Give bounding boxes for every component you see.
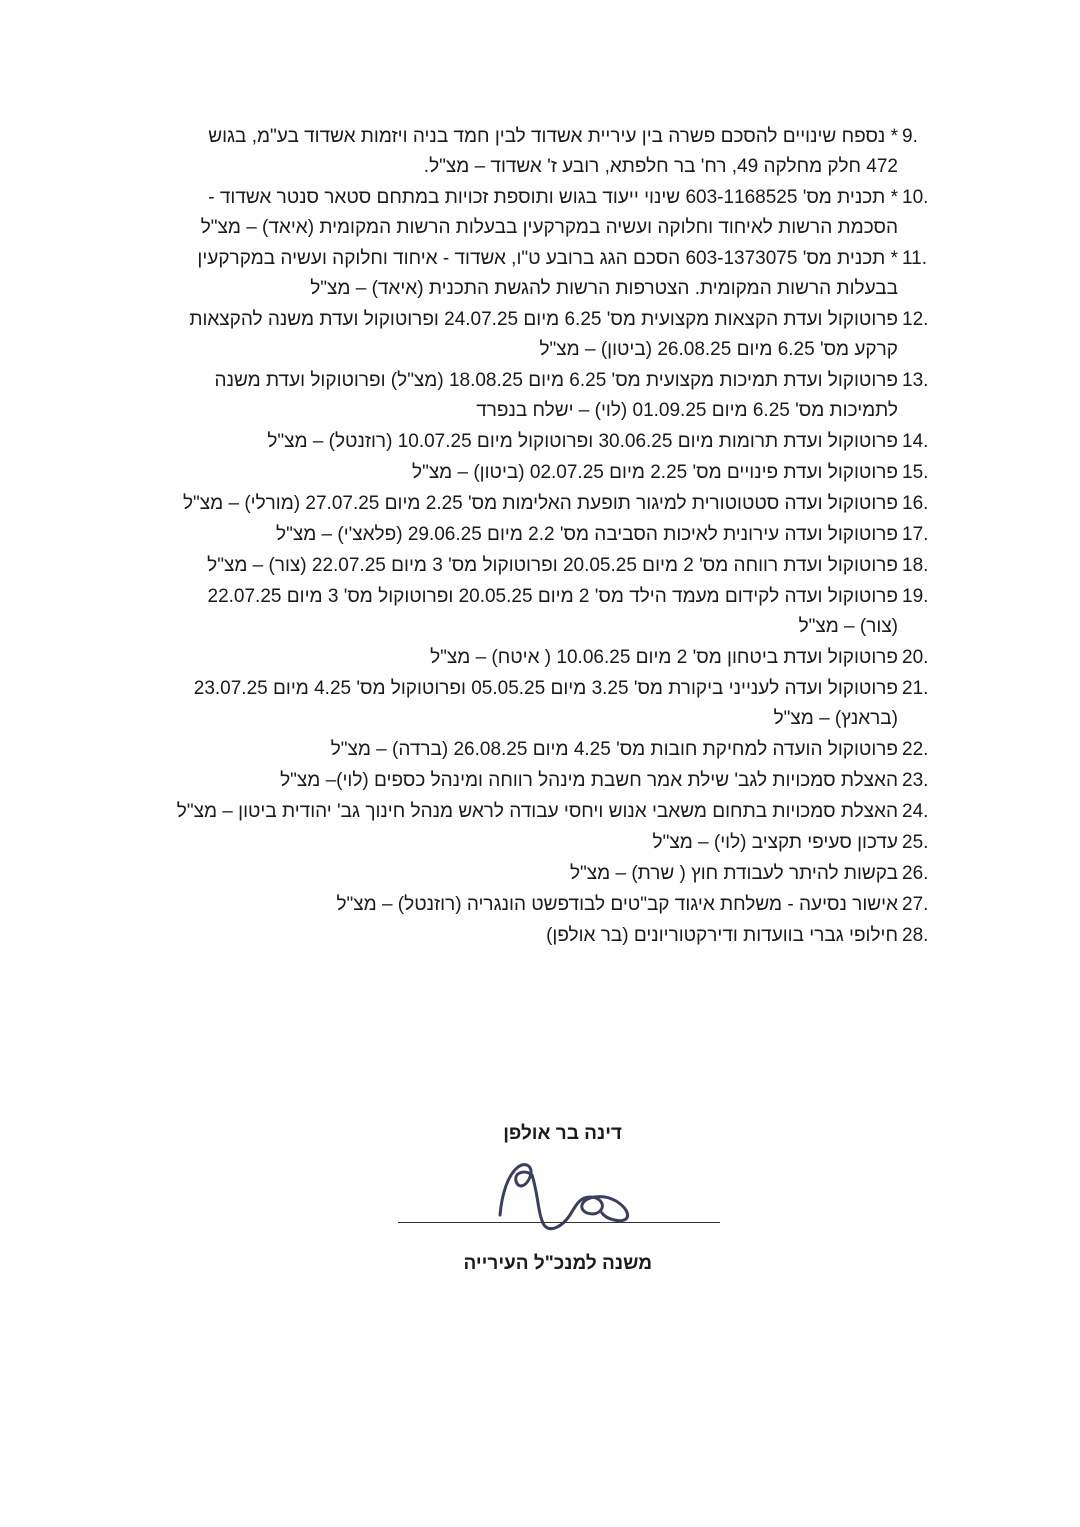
agenda-item-number: 25.	[902, 832, 929, 853]
agenda-item-number: 16.	[902, 493, 929, 514]
agenda-item	[172, 643, 932, 673]
agenda-item-text: עדכון סעיפי תקציב (לוי) – מצ"ל	[652, 832, 898, 853]
agenda-item-text: האצלת סמכויות לגב' שילת אמר חשבת מינהל רווחה ומינהל כספים (לוי)– מצ"ל	[280, 770, 898, 791]
agenda-item	[172, 735, 932, 765]
agenda-item-text: האצלת סמכויות בתחום משאבי אנוש ויחסי עבודה לראש מנהל חינוך גב' יהודית ביטון – מצ"ל	[176, 801, 898, 822]
agenda-item	[172, 582, 932, 642]
agenda-item-number: 14.	[902, 431, 929, 452]
agenda-item-text: פרוטוקול הועדה למחיקת חובות מס' 4.25 מיום 26.08.25 (ברדה) – מצ"ל	[330, 739, 898, 760]
agenda-item	[172, 183, 932, 243]
signature-line	[398, 1222, 720, 1223]
signer-title: משנה למנכ"ל העירייה	[463, 1253, 652, 1274]
agenda-item	[172, 797, 932, 827]
agenda-item	[172, 305, 932, 365]
agenda-item-number: 26.	[902, 863, 929, 884]
agenda-item-number: 20.	[902, 647, 929, 668]
agenda-item-text: פרוטוקול ועדת תמיכות מקצועית מס' 6.25 מיום 18.08.25 (מצ"ל) ופרוטוקול ועדת משנה לתמיכות מס' 6.25 מיום 01.09.25 (לוי) – ישלח בנפרד	[214, 370, 898, 421]
agenda-item-number: 12.	[902, 309, 929, 330]
agenda-item-number: 11.	[902, 248, 928, 269]
agenda-item-text: פרוטוקול ועדה סטטוטורית למיגור תופעת האלימות מס' 2.25 מיום 27.07.25 (מורלי) – מצ"ל	[182, 493, 898, 514]
agenda-item	[172, 551, 932, 581]
agenda-item-number: 17.	[902, 524, 929, 545]
agenda-item-number: 23.	[902, 770, 929, 791]
agenda-item-text: אישור נסיעה - משלחת איגוד קב"טים לבודפשט הונגריה (רוזנטל) – מצ"ל	[336, 894, 898, 915]
agenda-item	[172, 890, 932, 920]
agenda-item-number: 24.	[902, 801, 929, 822]
agenda-item	[172, 674, 932, 734]
agenda-item-number: 10.	[902, 187, 929, 208]
handwritten-signature	[430, 1153, 650, 1243]
agenda-item	[172, 828, 932, 858]
agenda-item	[172, 766, 932, 796]
agenda-item	[172, 489, 932, 519]
agenda-item-text: * תכנית מס' 603-1373075 הסכם הגג ברובע ט"ו, אשדוד - איחוד וחלוקה ועשיה במקרקעין בבעלות הרשות המקומית. הצטרפות הרשות להגשת התכנית (איאד) – מצ"ל	[197, 248, 898, 299]
agenda-item-text: פרוטוקול ועדת ביטחון מס' 2 מיום 10.06.25 ( איטח) – מצ"ל	[430, 647, 898, 668]
agenda-item	[172, 244, 932, 304]
agenda-item	[172, 427, 932, 457]
signer-name: דינה בר אולפן	[503, 1123, 622, 1144]
agenda-item	[172, 122, 932, 182]
agenda-item-number: 18.	[902, 555, 929, 576]
agenda-item	[172, 366, 932, 426]
agenda-item-text: חילופי גברי בוועדות ודירקטוריונים (בר אולפן)	[546, 925, 898, 946]
agenda-item-text: * נספח שינויים להסכם פשרה בין עיריית אשדוד לבין חמד בניה ויזמות אשדוד בע"מ, בגוש 472 חלק מחלקה 49, רח' בר חלפתא, רובע ז' אשדוד – מצ"ל.	[208, 126, 898, 177]
agenda-item-number: 28.	[902, 925, 929, 946]
agenda-item-text: פרוטוקול ועדת הקצאות מקצועית מס' 6.25 מיום 24.07.25 ופרוטוקול ועדת משנה להקצאות קרקע מס' 6.25 מיום 26.08.25 (ביטון) – מצ"ל	[189, 309, 898, 360]
signature-block	[390, 1115, 730, 1285]
agenda-item	[172, 921, 932, 951]
agenda-item	[172, 520, 932, 550]
agenda-item-number: 22.	[902, 739, 929, 760]
agenda-item-text: פרוטוקול ועדת רווחה מס' 2 מיום 20.05.25 ופרוטוקול מס' 3 מיום 22.07.25 (צור) – מצ"ל	[207, 555, 898, 576]
agenda-item-text: פרוטוקול ועדת תרומות מיום 30.06.25 ופרוטוקול מיום 10.07.25 (רוזנטל) – מצ"ל	[267, 431, 898, 452]
agenda-item-text: * תכנית מס' 603-1168525 שינוי ייעוד בגוש ותוספת זכויות במתחם סטאר סנטר אשדוד - הסכמת הרשות לאיחוד וחלוקה ועשיה במקרקעין בבעלות הרשות המקומית (איאד) – מצ"ל	[200, 187, 898, 238]
agenda-item	[172, 458, 932, 488]
agenda-item-number: 15.	[902, 462, 929, 483]
agenda-item-number: 13.	[902, 370, 929, 391]
agenda-item-number: 19.	[902, 586, 929, 607]
agenda-item-number: 21.	[902, 678, 929, 699]
agenda-item-text: פרוטוקול ועדת פינויים מס' 2.25 מיום 02.07.25 (ביטון) – מצ"ל	[412, 462, 898, 483]
agenda-item-number: 27.	[902, 894, 929, 915]
agenda-item-text: פרוטוקול ועדה לענייני ביקורת מס' 3.25 מיום 05.05.25 ופרוטוקול מס' 4.25 מיום 23.07.25 (בראנץ) – מצ"ל	[193, 678, 898, 729]
agenda-item-text: פרוטוקול ועדה עירונית לאיכות הסביבה מס' 2.2 מיום 29.06.25 (פלאצ'י) – מצ"ל	[276, 524, 898, 545]
agenda-item-text: פרוטוקול ועדה לקידום מעמד הילד מס' 2 מיום 20.05.25 ופרוטוקול מס' 3 מיום 22.07.25 (צור) – מצ"ל	[207, 586, 898, 637]
agenda-item	[172, 859, 932, 889]
agenda-list	[172, 122, 932, 952]
agenda-item-number: 9.	[902, 126, 918, 147]
agenda-item-text: בקשות להיתר לעבודת חוץ ( שרת) – מצ"ל	[569, 863, 898, 884]
